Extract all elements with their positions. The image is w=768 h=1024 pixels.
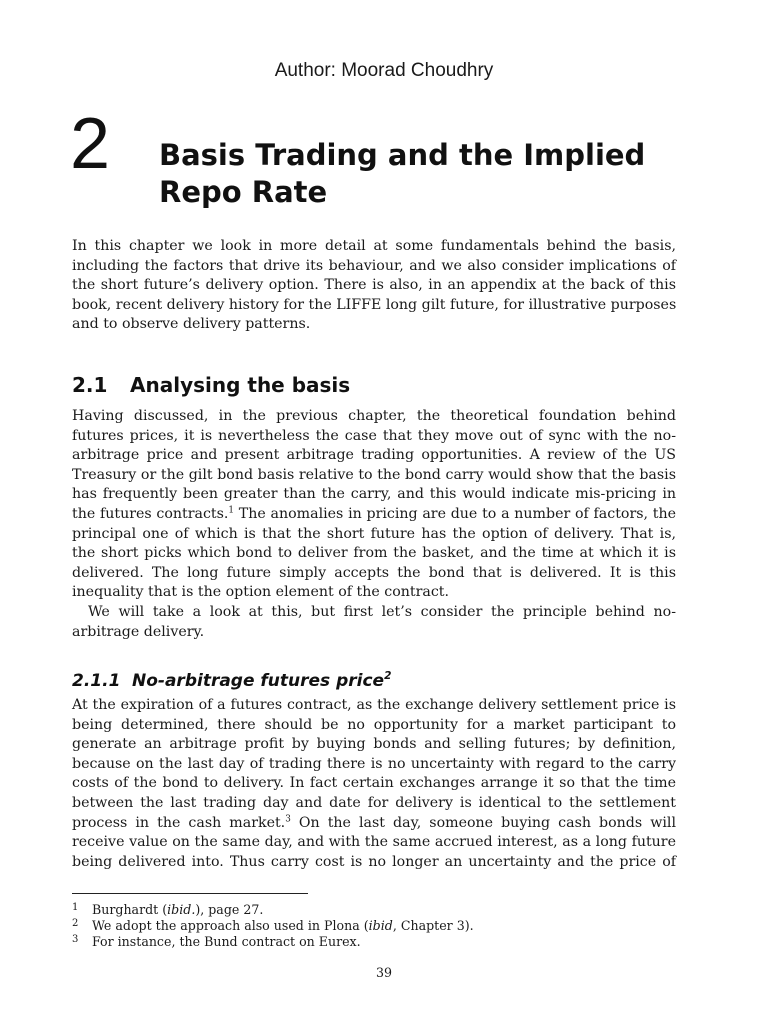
section-title: Analysing the basis [130,373,351,397]
footnote [72,902,676,918]
text-line: the short future’s delivery option. There is also, in an appendix at the back of this [72,277,676,294]
text-run: , Chapter 3). [392,918,474,933]
text-line: delivered. The long future simply accepts the bond that is delivered. It is this [72,564,676,581]
footnote-text [92,918,474,934]
subsection-paragraph [72,696,676,872]
text-line: principal one of which is that the short future has the option of delivery. That is, [72,525,676,542]
footnote-ref[interactable]: 1 [228,505,235,516]
text-run: We adopt the approach also used in Plona ( [92,918,369,933]
text-line: costs of the bond to delivery. In fact certain exchanges arrange it so that the time [72,775,676,792]
intro-paragraph [72,237,676,335]
text-line: inequality that is the option element of the contract. [72,584,449,601]
text-run: Burghardt ( [92,902,168,917]
footnote-divider [72,893,308,894]
subsection-number: 2.1.1 [72,671,121,691]
text-line: At the expiration of a futures contract, as the exchange delivery settlement price is [72,697,676,713]
text-line: and to observe delivery patterns. [72,316,311,333]
text-run-italic: ibid. [167,902,196,917]
footnotes [72,902,676,950]
text-line: including the factors that drive its behaviour, and we also consider implications of [72,257,676,274]
section-paragraph [72,407,676,642]
text-line: receive value on the same day, and with the same accrued interest, as a long future [72,834,676,851]
footnote-ref[interactable]: 2 [384,670,392,683]
chapter-title [159,137,719,211]
text-line: arbitrage price and present arbitrage trading opportunities. A review of the US [72,447,676,464]
text-line: Having discussed, in the previous chapter, the theoretical foundation behind [72,408,676,424]
text-run: ), page 27. [195,902,264,917]
text-line: futures prices, it is nevertheless the case that they move out of sync with the no- [72,427,676,444]
footnote-text [92,902,263,918]
chapter-title-line-1: Basis Trading and the Implied [159,138,646,172]
footnote-ref[interactable]: 3 [285,813,291,824]
chapter-title-line-2: Repo Rate [159,175,328,209]
subsection-title: No-arbitrage futures price [132,671,385,691]
text-line: We will take a look at this, but first let’s consider the principle behind no- [88,603,676,620]
chapter-number: 2 [70,104,111,184]
footnote-mark: 1 [72,902,79,913]
text-run: On the last day, someone buying cash bonds will [290,814,676,831]
text-line: the short picks which bond to deliver from the basket, and the time at which it is [72,545,676,562]
text-line: arbitrage delivery. [72,623,205,640]
footnote [72,934,676,950]
author-line: Author: Moorad Choudhry [274,60,494,81]
page-number: 39 [375,965,393,980]
text-line: In this chapter we look in more detail at some fundamentals behind the basis, [72,238,676,254]
text-line: book, recent delivery history for the LIFFE long gilt future, for illustrative purposes [72,296,677,313]
section-number: 2.1 [72,373,108,397]
subsection-heading [72,669,391,693]
text-run: For instance, the Bund contract on Eurex. [92,934,361,949]
text-run: The anomalies in pricing are due to a number of factors, the [234,505,676,522]
text-run: process in the cash market. [72,814,286,831]
text-line: being delivered into. Thus carry cost is no longer an uncertainty and the price of [72,853,676,870]
footnote-mark: 3 [72,934,79,945]
text-line: being determined, there should be no opportunity for a market participant to [72,716,676,733]
text-run: the futures contracts. [72,505,229,522]
text-line: because on the last day of trading there is no uncertainty with regard to the carry [72,755,676,772]
footnote [72,918,676,934]
text-line [72,505,676,525]
text-line: Treasury or the gilt bond basis relative to the bond carry would show that the basis [72,466,676,483]
text-line: generate an arbitrage profit by buying bonds and selling futures; by definition, [72,736,676,753]
footnote-mark: 2 [72,918,79,929]
footnote-text [92,934,361,950]
text-line [72,814,676,834]
text-run-italic: ibid [368,918,393,933]
text-line: between the last trading day and date for delivery is identical to the settlement [72,794,676,811]
text-line: has frequently been greater than the carry, and this would indicate mis-pricing in [72,486,676,503]
section-heading [72,372,350,398]
